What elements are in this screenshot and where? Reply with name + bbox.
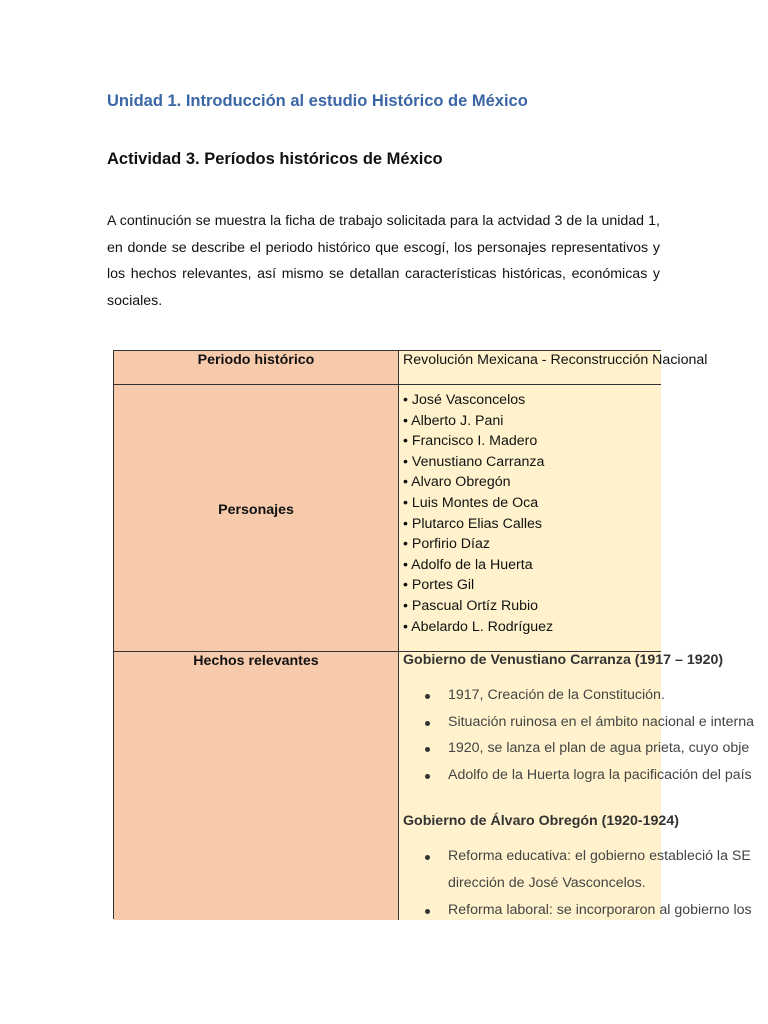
bullet-icon bbox=[425, 774, 430, 779]
list-item: • Plutarco Elias Calles bbox=[403, 515, 543, 532]
list-item: • Abelardo L. Rodríguez bbox=[403, 618, 554, 635]
list-item: Reforma laboral: se incorporaron al gobierno los bbox=[448, 902, 752, 918]
intro-line: A continución se muestra la ficha de trabajo solicitada para la actvidad 3 de la bbox=[107, 213, 598, 229]
hechos-label-cell bbox=[114, 652, 399, 920]
list-item: • Portes Gil bbox=[403, 577, 475, 594]
list-item: 1920, se lanza el plan de agua prieta, cuyo obje bbox=[448, 740, 750, 756]
unit-title: Unidad 1. Introducción al estudio Histórico de México bbox=[107, 92, 528, 110]
bullet-icon bbox=[425, 721, 430, 726]
periodo-label-cell bbox=[114, 351, 399, 384]
list-item: • Alvaro Obregón bbox=[403, 474, 511, 491]
list-item: • Pascual Ortíz Rubio bbox=[403, 597, 539, 614]
list-item: • Alberto J. Pani bbox=[403, 412, 504, 429]
hechos-label: Hechos relevantes bbox=[193, 653, 319, 669]
list-item: • Luis Montes de Oca bbox=[403, 494, 539, 511]
list-item: • Venustiano Carranza bbox=[403, 453, 545, 470]
list-item: • Porfirio Díaz bbox=[403, 536, 490, 553]
periodo-label: Periodo histórico bbox=[197, 352, 315, 368]
bullet-icon bbox=[425, 694, 430, 699]
bullet-icon bbox=[425, 909, 430, 914]
periodo-value: Revolución Mexicana - Reconstrucción Nacional bbox=[403, 352, 708, 368]
personajes-label: Personajes bbox=[218, 502, 294, 518]
table-row-personajes bbox=[114, 385, 660, 652]
section-title-carranza: Gobierno de Venustiano Carranza (1917 – 1920) bbox=[403, 652, 724, 668]
list-item: • Adolfo de la Huerta bbox=[403, 556, 533, 573]
list-item: dirección de José Vasconcelos. bbox=[448, 875, 646, 891]
personajes-label-cell bbox=[114, 385, 399, 651]
activity-title: Actividad 3. Períodos históricos de México bbox=[107, 150, 443, 168]
intro-line: representativos y los hechos relevantes, así mismo se detallan características bbox=[107, 239, 660, 283]
personajes-list bbox=[403, 390, 553, 637]
bullet-icon bbox=[425, 747, 430, 752]
list-item: Adolfo de la Huerta logra la pacificación del país bbox=[448, 767, 752, 783]
intro-line: unidad 1, en donde se describe el periodo histórico que escogí, los personajes bbox=[107, 213, 661, 256]
list-item: Reforma educativa: el gobierno estableció la SE bbox=[448, 848, 751, 864]
bullet-icon bbox=[425, 855, 430, 860]
list-item: • José Vasconcelos bbox=[403, 392, 526, 408]
section-title-obregon: Gobierno de Álvaro Obregón (1920-1924) bbox=[403, 813, 679, 829]
period-table bbox=[113, 350, 755, 919]
intro-paragraph bbox=[107, 208, 660, 314]
list-item: Situación ruinosa en el ámbito nacional e interna bbox=[448, 714, 755, 730]
list-item: • Francisco I. Madero bbox=[403, 433, 538, 450]
intro-line: históricas, económicas y sociales. bbox=[107, 266, 660, 309]
list-item: 1917, Creación de la Constitución. bbox=[448, 687, 665, 703]
